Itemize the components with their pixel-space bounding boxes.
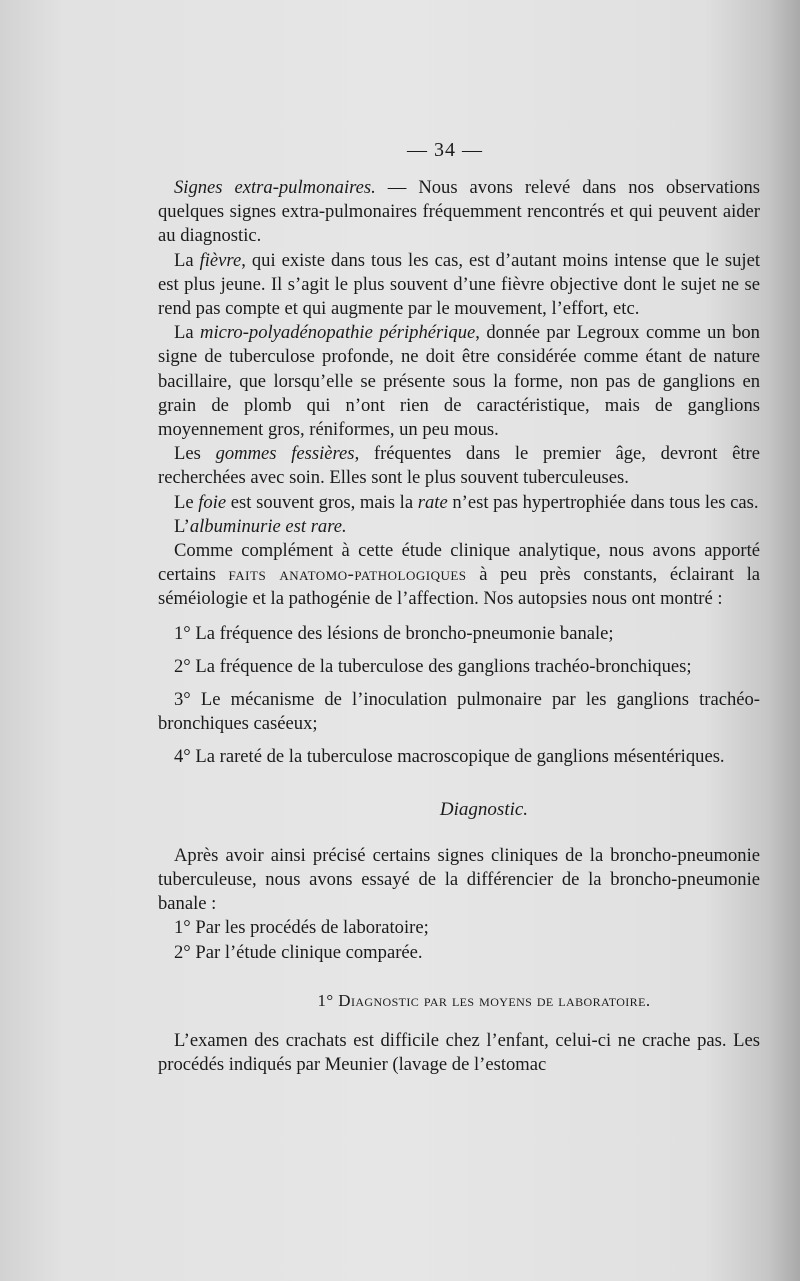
list-item: 2° Par l’étude clinique comparée. (174, 941, 423, 963)
page-body (158, 176, 760, 1078)
list-item: 1° La fréquence des lésions de broncho-pneumonie banale; (174, 622, 614, 644)
subsection-heading-laboratory: 1° Diagnostic par les moyens de laboratoire. (317, 990, 651, 1010)
list-item: 4° La rareté de la tuberculose macroscopique de ganglions mésentériques. (174, 746, 725, 768)
paragraph-adenopathy: La micro-polyadénopathie périphérique, donnée par Legroux comme un bon signe de tuberculose profonde, ne doit être considérée comme étant de nature bacillaire, que lorsqu’elle se présente sous la forme, non pas de ganglions en grain de plomb qui n’ont rien de caractéristique, mais de ganglions moyennement gros, réniformes, un peu mous. (158, 322, 760, 441)
section-heading-diagnostic: Diagnostic. (439, 798, 529, 820)
paragraph-fever: La fièvre, qui existe dans tous les cas, est d’autant moins intense que le sujet est plus jeune. Il s’agit le plus souvent d’une fièvre objective dont le sujet ne se rend pas compte et qui augmente par le mouvement, l’effort, etc. (158, 249, 760, 320)
paragraph-diagnostic-intro: Après avoir ainsi précisé certains signes cliniques de la broncho-pneumonie tuberculeuse, nous avons essayé de la différencier de la broncho-pneumonie banale : (158, 844, 760, 915)
list-item: 3° Le mécanisme de l’inoculation pulmonaire par les ganglions trachéo-bronchiques caséeux; (158, 689, 760, 735)
section-run-in-title: Signes extra-pulmonaires. (174, 177, 376, 198)
paragraph-gummas: Les gommes fessières, fréquentes dans le premier âge, devront être recherchées avec soin. Elles sont le plus souvent tuberculeuses. (158, 443, 761, 489)
list-item: 1° Par les procédés de laboratoire; (174, 917, 429, 939)
list-item: 2° La fréquence de la tuberculose des ganglions trachéo-bronchiques; (174, 655, 692, 677)
paragraph-extra-pulmonary-signs: Signes extra-pulmonaires. — Nous avons relevé dans nos observations quelques signes extra-pulmonaires fréquemment rencontrés et qui peuvent aider au diagnostic. (158, 177, 760, 247)
paragraph-albuminuria: L’albuminurie est rare. (174, 515, 347, 537)
paragraph-liver-spleen: Le foie est souvent gros, mais la rate n’est pas hypertrophiée dans tous les cas. (174, 491, 759, 513)
page-number: — 34 — (407, 139, 483, 161)
paragraph-sputum-exam: L’examen des crachats est difficile chez l’enfant, celui-ci ne crache pas. Les procédés indiqués par Meunier (lavage de l’estomac (158, 1030, 760, 1076)
paragraph-anatomo-pathology: Comme complément à cette étude clinique analytique, nous avons apporté certains faits anatomo-pathologiques à peu près constants, éclairant la séméiologie et la pathogénie de l’affection. Nos autopsies nous ont montré : (158, 540, 760, 610)
